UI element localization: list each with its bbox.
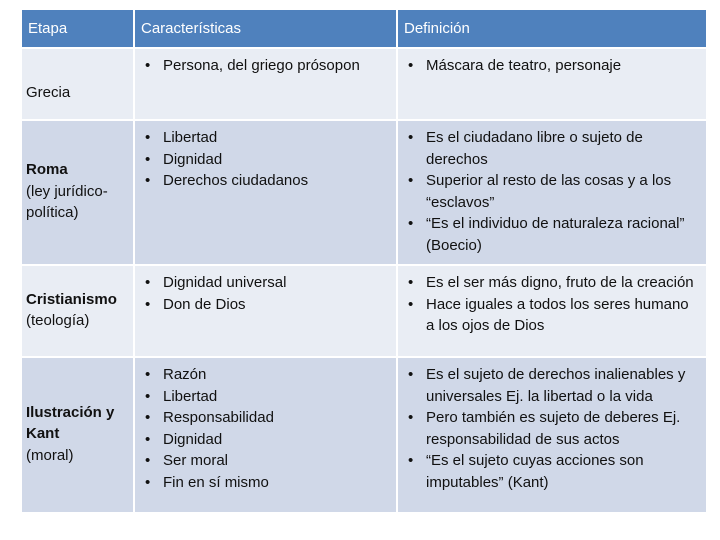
features-cell	[135, 47, 398, 119]
definition-list	[404, 364, 700, 493]
list-item	[404, 127, 700, 170]
stage-cell	[22, 356, 135, 512]
features-list	[141, 272, 390, 315]
stage-cell	[22, 47, 135, 119]
definition-text: Superior al resto de las cosas y a los “esclavos”	[426, 172, 672, 211]
definition-cell	[398, 356, 706, 512]
definition-cell	[398, 119, 706, 264]
header-row	[22, 10, 706, 47]
header-stage: Etapa	[22, 10, 135, 47]
stage-subtitle: (moral)	[26, 446, 74, 464]
feature-text: Persona, del griego prósopon	[163, 57, 360, 74]
definition-list	[404, 127, 700, 256]
list-item	[404, 407, 700, 450]
table-row-cristianismo	[22, 264, 706, 356]
list-item	[404, 272, 700, 294]
definition-cell	[398, 47, 706, 119]
definition-text: “Es el individuo de naturaleza racional” (Boecio)	[426, 215, 685, 254]
list-item	[404, 170, 700, 213]
stage-subtitle: (teología)	[26, 312, 90, 329]
features-list	[141, 127, 390, 192]
stage-subtitle: (ley jurídico-política)	[26, 182, 108, 222]
definition-text: Es el ser más digno, fruto de la creación	[426, 274, 694, 291]
feature-text: Libertad	[163, 387, 218, 405]
list-item	[141, 472, 390, 494]
definition-text: Pero también es sujeto de deberes Ej. responsabilidad de sus actos	[426, 409, 681, 448]
list-item	[404, 364, 700, 407]
header-features: Características	[135, 10, 398, 47]
stage-name: Cristianismo	[26, 290, 117, 308]
list-item	[404, 294, 700, 337]
feature-text: Dignidad	[163, 150, 223, 168]
stage-cell	[22, 119, 135, 264]
features-cell	[135, 356, 398, 512]
feature-text: Dignidad universal	[163, 274, 287, 291]
table-body	[22, 47, 706, 512]
definition-list	[404, 272, 700, 337]
list-item	[141, 450, 390, 472]
definition-text: Máscara de teatro, personaje	[426, 57, 622, 74]
feature-text: Ser moral	[163, 452, 229, 469]
table-row-ilustracion	[22, 356, 706, 512]
features-list	[141, 55, 390, 77]
list-item	[141, 149, 390, 171]
list-item	[404, 55, 700, 77]
definition-text: Es el ciudadano libre o sujeto de derechos	[426, 129, 643, 168]
definitions-table-container	[22, 10, 706, 512]
header-definition: Definición	[398, 10, 706, 47]
feature-text: Libertad	[163, 129, 218, 146]
stage-name: Roma	[26, 161, 68, 179]
definition-text: Hace iguales a todos los seres humano a los ojos de Dios	[426, 295, 689, 334]
feature-text: Fin en sí mismo	[163, 473, 269, 491]
definition-list	[404, 55, 700, 77]
feature-text: Dignidad	[163, 430, 223, 448]
features-cell	[135, 264, 398, 356]
table-header	[22, 10, 706, 47]
list-item	[141, 294, 390, 316]
feature-text: Don de Dios	[163, 295, 246, 313]
features-list	[141, 364, 390, 493]
list-item	[141, 386, 390, 408]
feature-text: Responsabilidad	[163, 409, 274, 426]
table-row-roma	[22, 119, 706, 264]
list-item	[404, 450, 700, 493]
definition-text: Es el sujeto de derechos inalienables y universales Ej. la libertad o la vida	[426, 366, 686, 405]
list-item	[141, 272, 390, 294]
features-cell	[135, 119, 398, 264]
list-item	[141, 364, 390, 386]
list-item	[141, 170, 390, 192]
feature-text: Razón	[163, 366, 207, 383]
definition-text: “Es el sujeto cuyas acciones son imputables” (Kant)	[426, 452, 644, 491]
list-item	[141, 55, 390, 77]
stage-subtitle: Grecia	[26, 83, 71, 101]
stage-cell	[22, 264, 135, 356]
list-item	[141, 407, 390, 429]
list-item	[404, 213, 700, 256]
stage-name: Ilustración y Kant	[26, 403, 115, 443]
persona-concept-table	[22, 10, 706, 512]
definition-cell	[398, 264, 706, 356]
table-row-grecia	[22, 47, 706, 119]
list-item	[141, 127, 390, 149]
list-item	[141, 429, 390, 451]
feature-text: Derechos ciudadanos	[163, 172, 309, 189]
